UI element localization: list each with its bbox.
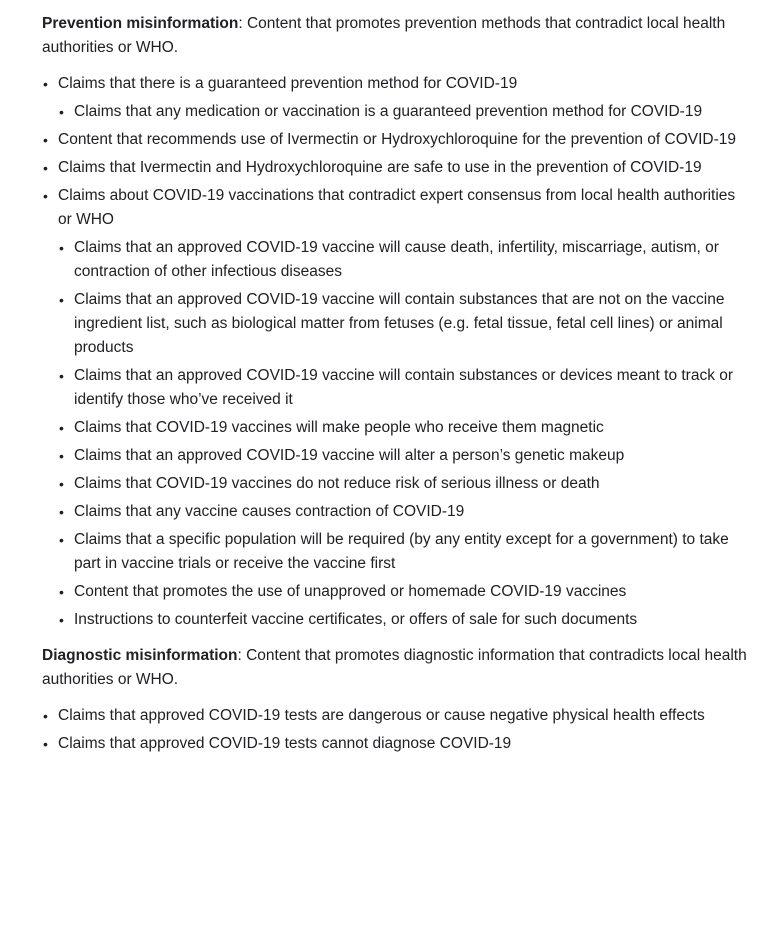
list-item [42, 156, 751, 180]
list-item-text: Claims that approved COVID-19 tests are dangerous or cause negative physical health effects [58, 707, 705, 724]
list-item [42, 732, 751, 756]
list-item [42, 72, 751, 124]
list-item-text: Content that recommends use of Ivermectin or Hydroxychloroquine for the prevention of COVID-19 [58, 131, 737, 148]
sub-list-item: • Claims that an approved COVID-19 vaccine will alter a person’s genetic makeup [58, 444, 751, 468]
list-item-text: Claims that approved COVID-19 tests cannot diagnose COVID-19 [58, 735, 512, 752]
sub-list-item: • Claims that COVID-19 vaccines do not reduce risk of serious illness or death [58, 472, 751, 496]
list-item [42, 704, 751, 728]
sub-list-item: • Claims that an approved COVID-19 vaccine will contain substances or devices meant to track or identify those who’ve received it [58, 364, 751, 412]
sub-list [58, 100, 751, 124]
sub-list-item: • Claims that an approved COVID-19 vaccine will contain substances that are not on the vaccine ingredient list, such as biological matter from fetuses (e.g. fetal tissue, fetal cell lines) or animal products [58, 288, 751, 360]
list-item-text: Claims that there is a guaranteed prevention method for COVID-19 [58, 75, 518, 92]
diagnostic-list [42, 704, 751, 756]
prevention-list [42, 72, 751, 632]
sub-list-item: • Claims that COVID-19 vaccines will make people who receive them magnetic [58, 416, 751, 440]
prevention-heading: Prevention misinformation [42, 15, 239, 32]
list-item-text: Claims that Ivermectin and Hydroxychloroquine are safe to use in the prevention of COVID-19 [58, 159, 702, 176]
sub-list-item: • Claims that a specific population will be required (by any entity except for a government) to take part in vaccine trials or receive the vaccine first [58, 528, 751, 576]
diagnostic-description: : Content that promotes diagnostic information that contradicts local health authorities or WHO. [42, 647, 747, 688]
sub-list-item: • Claims that any medication or vaccination is a guaranteed prevention method for COVID-19 [58, 100, 751, 124]
list-item [42, 184, 751, 632]
prevention-description: : Content that promotes prevention methods that contradict local health authorities or WHO. [42, 15, 726, 56]
diagnostic-heading: Diagnostic misinformation [42, 647, 238, 664]
sub-list-item: • Instructions to counterfeit vaccine certificates, or offers of sale for such documents [58, 608, 751, 632]
sub-list-item: • Claims that an approved COVID-19 vaccine will cause death, infertility, miscarriage, autism, or contraction of other infectious diseases [58, 236, 751, 284]
list-item-text: Claims about COVID-19 vaccinations that contradict expert consensus from local health authorities or WHO [58, 187, 736, 228]
sub-list [58, 236, 751, 632]
sub-list-item: • Content that promotes the use of unapproved or homemade COVID-19 vaccines [58, 580, 751, 604]
prevention-intro [42, 12, 751, 60]
diagnostic-intro [42, 644, 751, 692]
sub-list-item: • Claims that any vaccine causes contraction of COVID-19 [58, 500, 751, 524]
list-item [42, 128, 751, 152]
